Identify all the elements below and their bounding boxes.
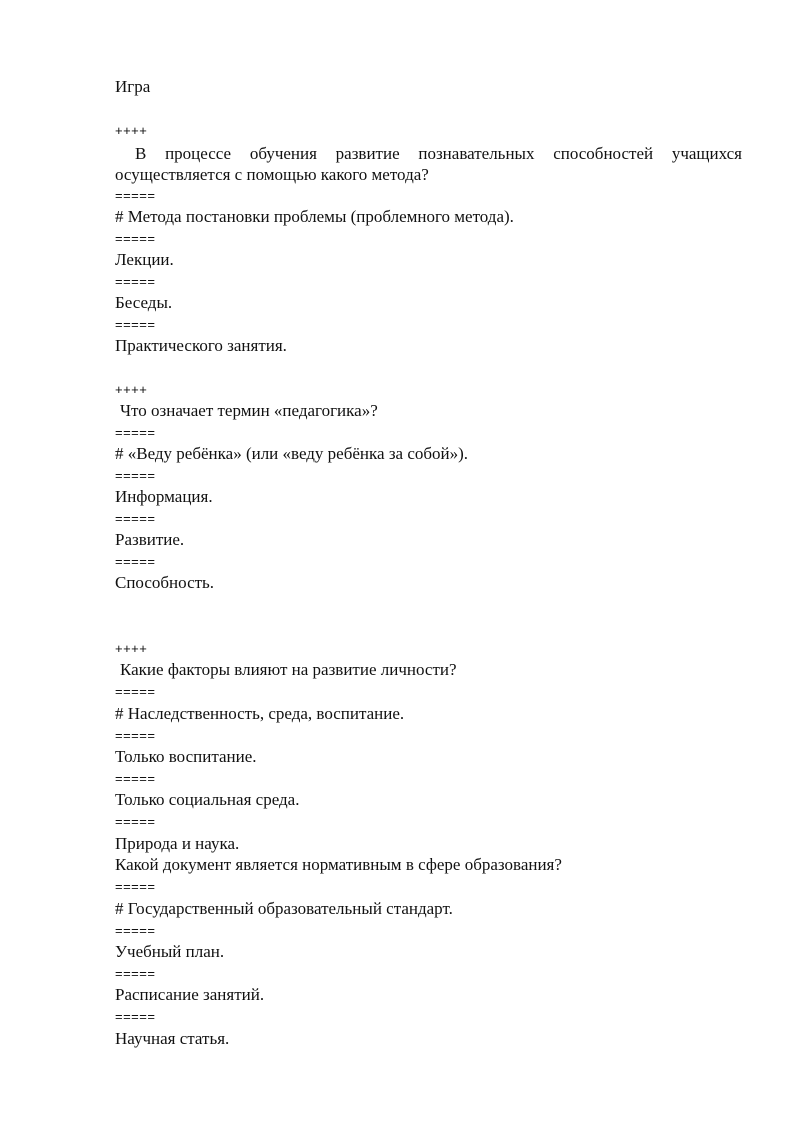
answer-option: Расписание занятий.	[115, 985, 265, 1004]
answer-separator: =====	[115, 923, 156, 938]
answer-option: Только социальная среда.	[115, 790, 300, 809]
question-text: Какой документ является нормативным в сфере образования?	[115, 855, 562, 874]
question-marker: ++++	[115, 123, 148, 138]
answer-option: Лекции.	[115, 250, 174, 269]
answer-option: Информация.	[115, 487, 213, 506]
answer-separator: =====	[115, 317, 156, 332]
answer-separator: =====	[115, 231, 156, 246]
answer-separator: =====	[115, 511, 156, 526]
answer-correct: # Государственный образовательный стандарт.	[115, 899, 453, 918]
question-text: Какие факторы влияют на развитие личности?	[120, 660, 457, 679]
answer-option: Беседы.	[115, 293, 173, 312]
answer-correct: # Наследственность, среда, воспитание.	[115, 704, 405, 723]
answer-option: Научная статья.	[115, 1029, 230, 1048]
answer-separator: =====	[115, 188, 156, 203]
document-title: Игра	[115, 77, 151, 96]
answer-separator: =====	[115, 274, 156, 289]
answer-separator: =====	[115, 684, 156, 699]
answer-separator: =====	[115, 879, 156, 894]
answer-option: Способность.	[115, 573, 215, 592]
answer-separator: =====	[115, 554, 156, 569]
answer-correct: # Метода постановки проблемы (проблемного метода).	[115, 207, 514, 226]
answer-option: Развитие.	[115, 530, 185, 549]
answer-separator: =====	[115, 1009, 156, 1024]
answer-option: Учебный план.	[115, 942, 225, 961]
answer-separator: =====	[115, 966, 156, 981]
answer-separator: =====	[115, 814, 156, 829]
question-marker: ++++	[115, 641, 148, 656]
question-text: Что означает термин «педагогика»?	[120, 401, 378, 420]
answer-separator: =====	[115, 728, 156, 743]
answer-option: Практического занятия.	[115, 336, 287, 355]
question-text: В процессе обучения развитие познавательных способностей учащихся осуществляется с помощью какого метода?	[115, 144, 742, 184]
answer-option: Только воспитание.	[115, 747, 257, 766]
answer-option: Природа и наука.	[115, 834, 240, 853]
question-marker: ++++	[115, 382, 148, 397]
answer-separator: =====	[115, 468, 156, 483]
answer-separator: =====	[115, 425, 156, 440]
answer-separator: =====	[115, 771, 156, 786]
answer-correct: # «Веду ребёнка» (или «веду ребёнка за собой»).	[115, 444, 469, 463]
